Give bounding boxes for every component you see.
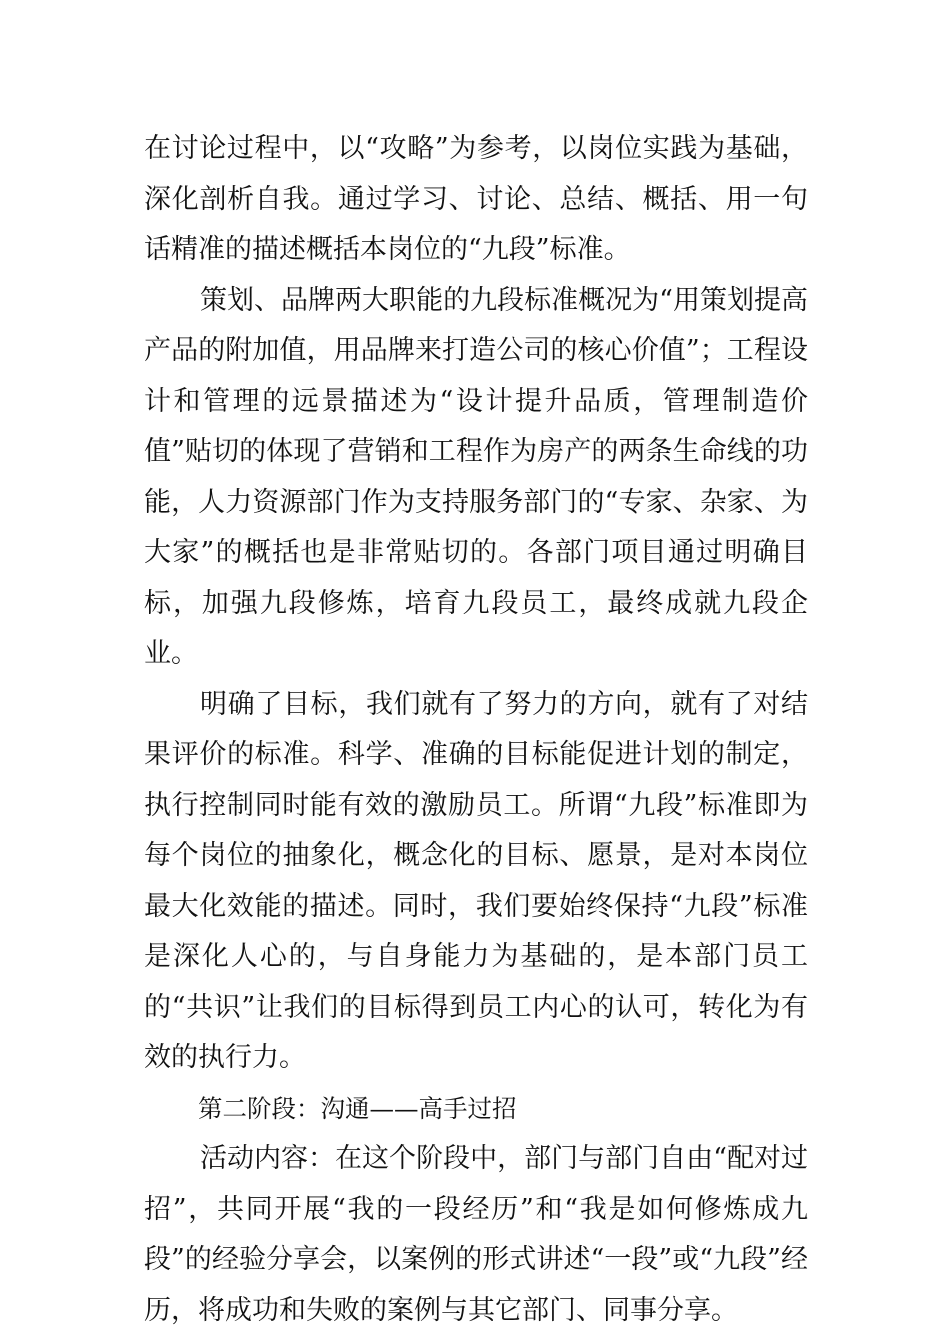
document-page <box>144 124 808 1336</box>
paragraph-discussion: 在讨论过程中，以“攻略”为参考，以岗位实践为基础，深化剖析自我。通过学习、讨论、总结、概括、用一句话精准的描述概括本岗位的“九段”标准。 <box>144 133 808 265</box>
paragraph-activity-content: 活动内容：在这个阶段中，部门与部门自由“配对过招”，共同开展“我的一段经历”和“我是如何修炼成九段”的经验分享会，以案例的形式讲述“一段”或“九段”经历，将成功和失败的案例与其它部门、同事分享。 <box>144 1143 808 1326</box>
section-heading: 第二阶段：沟通——高手过招 <box>198 1093 517 1123</box>
paragraph-nine-dan-standards: 策划、品牌两大职能的九段标准概况为“用策划提高产品的附加值，用品牌来打造公司的核心价值”；工程设计和管理的远景描述为“设计提升品质，管理制造价值”贴切的体现了营销和工程作为房产的两条生命线的功能，人力资源部门作为支持服务部门的“专家、杂家、为大家”的概括也是非常贴切的。各部门项目通过明确目标，加强九段修炼，培育九段员工，最终成就九段企业。 <box>144 284 808 669</box>
paragraph-goals: 明确了目标，我们就有了努力的方向，就有了对结果评价的标准。科学、准确的目标能促进计划的制定，执行控制同时能有效的激励员工。所谓“九段”标准即为每个岗位的抽象化，概念化的目标、愿景，是对本岗位最大化效能的描述。同时，我们要始终保持“九段”标准是深化人心的，与自身能力为基础的，是本部门员工的“共识”让我们的目标得到员工内心的认可，转化为有效的执行力。 <box>144 688 808 1073</box>
